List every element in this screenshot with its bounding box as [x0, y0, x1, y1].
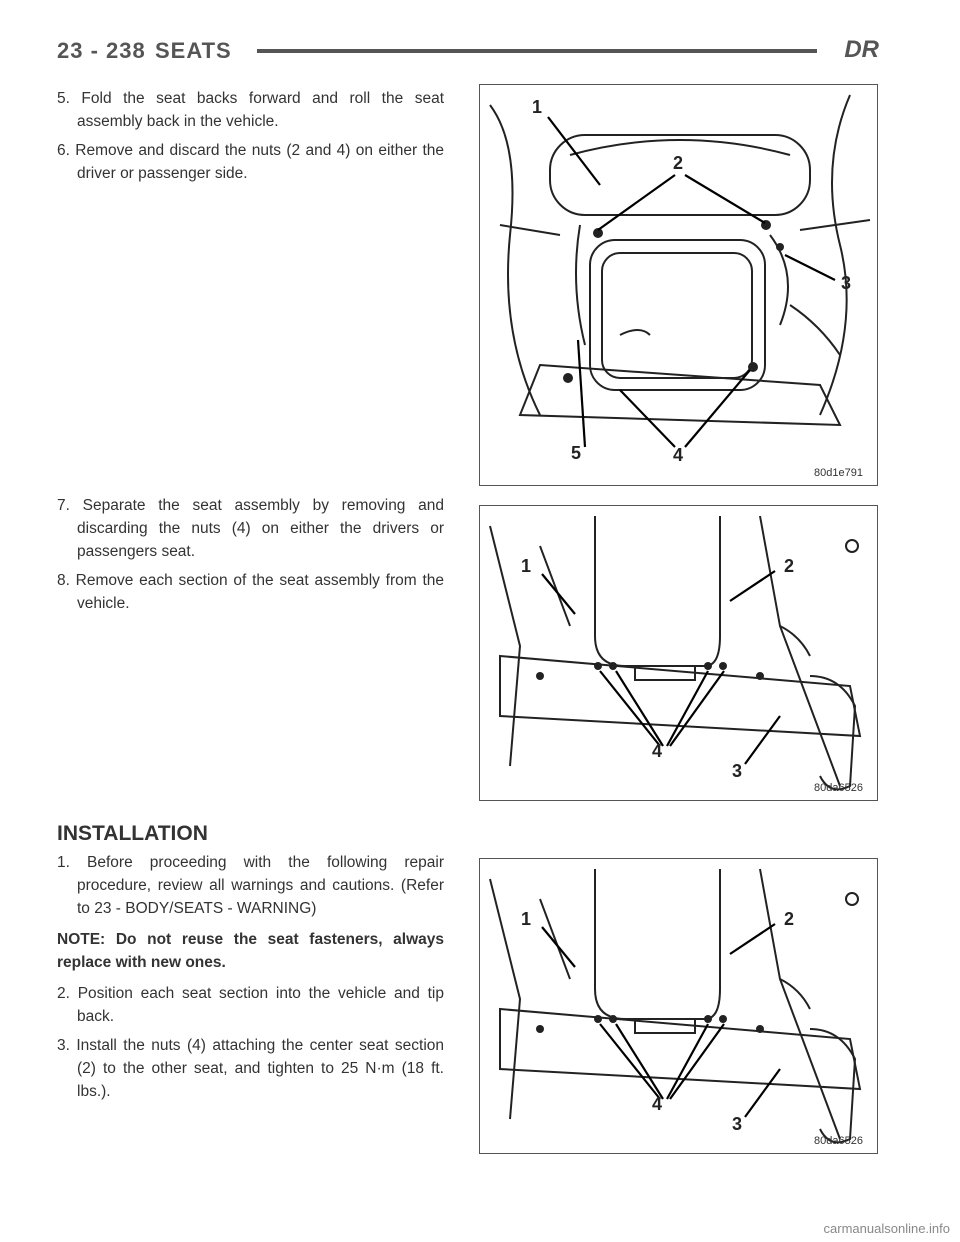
callout-3: 3 — [841, 273, 852, 293]
callout-2: 2 — [784, 556, 795, 576]
figure-code: 80da6526 — [814, 1135, 863, 1147]
callout-4: 4 — [652, 741, 663, 761]
callout-5: 5 — [571, 443, 582, 463]
callout-4: 4 — [652, 1094, 663, 1114]
callout-1: 1 — [521, 909, 532, 929]
install-step-1: 1. Before proceeding with the following repair procedure, review all warnings and cautions. (Refer to 23 - BODY/SEATS - WARNING) — [57, 854, 444, 917]
step-6: 6. Remove and discard the nuts (2 and 4) on either the driver or passenger side. — [57, 142, 444, 182]
figure-seat-mount-1 — [479, 84, 878, 486]
step-8: 8. Remove each section of the seat assembly from the vehicle. — [57, 572, 444, 612]
step-7: 7. Separate the seat assembly by removing and discarding the nuts (4) on either the drivers or passengers seat. — [57, 497, 444, 560]
figure-code: 80d1e791 — [814, 467, 863, 479]
page-header — [57, 36, 879, 66]
figure-code: 80da6526 — [814, 782, 863, 794]
removal-steps-a — [57, 87, 444, 191]
seat-bracket-illustration — [480, 859, 877, 1153]
install-step-2: 2. Position each seat section into the vehicle and tip back. — [57, 985, 444, 1025]
install-note: NOTE: Do not reuse the seat fasteners, always replace with new ones. — [57, 931, 444, 971]
callout-2: 2 — [673, 153, 684, 173]
installation-steps — [57, 851, 444, 1109]
step-5: 5. Fold the seat backs forward and roll the seat assembly back in the vehicle. — [57, 90, 444, 130]
callout-2: 2 — [784, 909, 795, 929]
model-code: DR — [844, 36, 879, 63]
callout-3: 3 — [732, 761, 743, 781]
section-title: SEATS — [155, 38, 232, 63]
footer-watermark: carmanualsonline.info — [823, 1221, 950, 1236]
seat-bracket-illustration — [480, 506, 877, 800]
removal-steps-b — [57, 494, 444, 621]
callout-1: 1 — [521, 556, 532, 576]
callout-3: 3 — [732, 1114, 743, 1134]
seat-assembly-illustration — [480, 85, 877, 485]
install-step-3: 3. Install the nuts (4) attaching the center seat section (2) to the other seat, and tighten to 25 N·m (18 ft. lbs.). — [57, 1037, 444, 1100]
callout-1: 1 — [532, 97, 543, 117]
callout-4: 4 — [673, 445, 684, 465]
page-number: 23 - 238 — [57, 38, 146, 63]
header-rule — [257, 49, 817, 53]
figure-seat-mount-3 — [479, 858, 878, 1154]
installation-heading: INSTALLATION — [57, 822, 208, 845]
figure-seat-mount-2 — [479, 505, 878, 801]
